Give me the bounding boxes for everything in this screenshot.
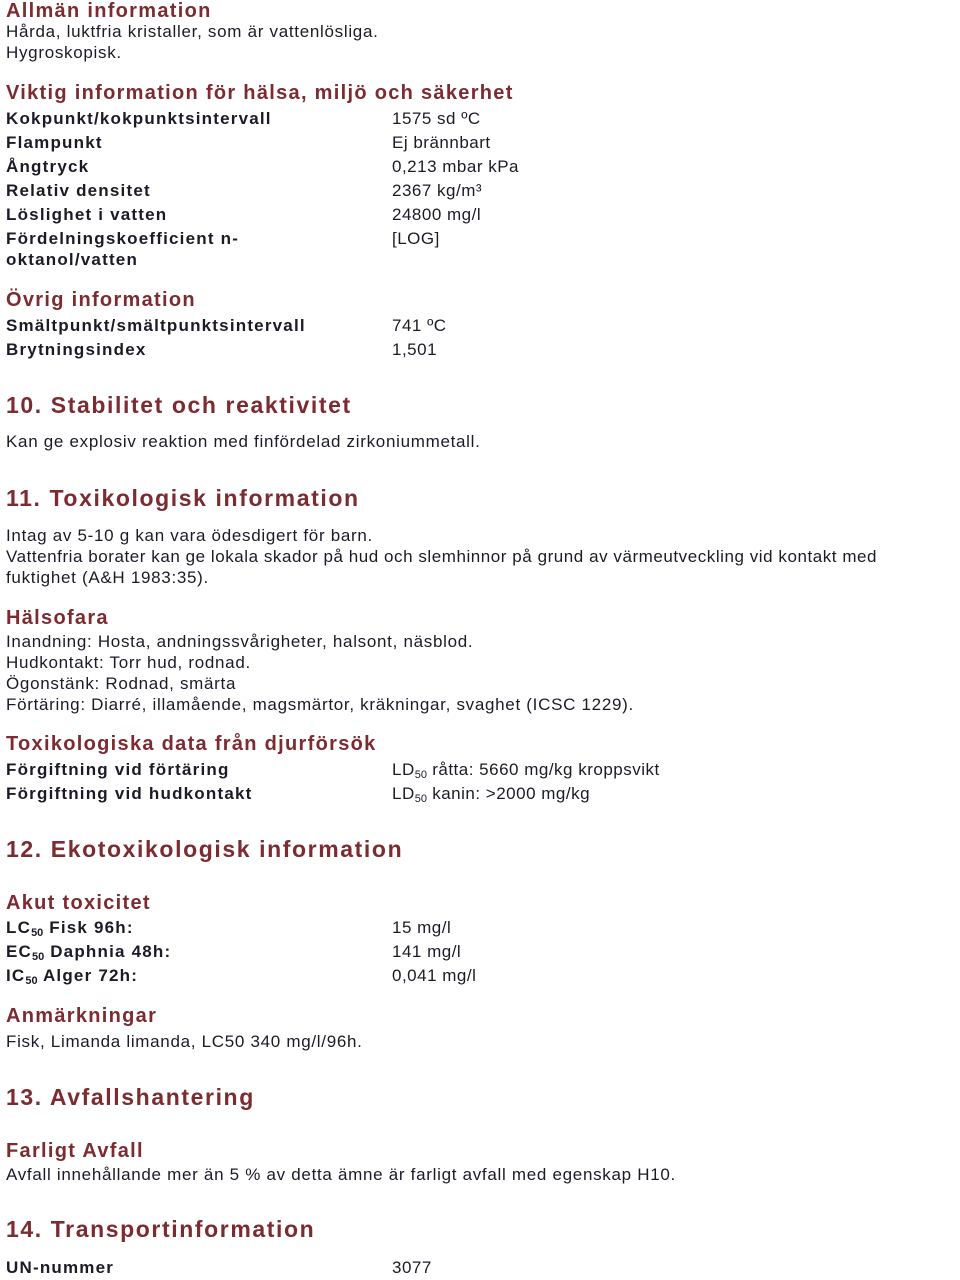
- akut-label-text: Daphnia 48h:: [44, 942, 172, 961]
- djur-value-fortaring: [392, 760, 660, 781]
- djur-label-hudkontakt: Förgiftning vid hudkontakt: [6, 784, 253, 803]
- viktig-label-flampunkt: Flampunkt: [6, 133, 103, 152]
- viktig-value-angtryck: 0,213 mbar kPa: [392, 157, 520, 176]
- ovrig-label-smaltpunkt: Smältpunkt/smältpunktsintervall: [6, 316, 306, 335]
- ld-subscript: 50: [414, 793, 427, 805]
- heading-section-10: 10. Stabilitet och reaktivitet: [6, 392, 352, 418]
- ld-prefix: LD: [392, 784, 415, 803]
- akut-label-daphnia: [6, 942, 171, 963]
- halsofara-line-3: Ögonstänk: Rodnad, smärta: [6, 674, 237, 693]
- viktig-label-fordelning: Fördelningskoefficient n-: [6, 229, 240, 248]
- heading-section-13: 13. Avfallshantering: [6, 1084, 255, 1110]
- akut-value-daphnia: 141 mg/l: [392, 942, 462, 961]
- ovrig-value-brytningsindex: 1,501: [392, 340, 438, 359]
- viktig-value-flampunkt: Ej brännbart: [392, 133, 491, 152]
- ec-prefix: EC: [6, 942, 33, 961]
- akut-label-alger: [6, 966, 138, 987]
- ovrig-label-brytningsindex: Brytningsindex: [6, 340, 147, 359]
- heading-allman: Allmän information: [6, 0, 212, 22]
- viktig-value-kokpunkt: 1575 sd ºC: [392, 109, 481, 128]
- heading-section-12: 12. Ekotoxikologisk information: [6, 836, 404, 862]
- ld-subscript: 50: [414, 769, 427, 781]
- djur-value-text: råtta: 5660 mg/kg kroppsvikt: [426, 760, 660, 779]
- lc-prefix: LC: [6, 918, 32, 937]
- halsofara-line-1: Inandning: Hosta, andningssvårigheter, halsont, näsblod.: [6, 632, 474, 651]
- djur-label-fortaring: Förgiftning vid förtäring: [6, 760, 230, 779]
- halsofara-line-4: Förtäring: Diarré, illamående, magsmärtor, kräkningar, svaghet (ICSC 1229).: [6, 695, 634, 714]
- lc-subscript: 50: [31, 927, 44, 939]
- akut-value-fisk: 15 mg/l: [392, 918, 452, 937]
- ovrig-value-smaltpunkt: 741 ºC: [392, 316, 447, 335]
- viktig-label-angtryck: Ångtryck: [6, 157, 90, 176]
- ic-subscript: 50: [25, 975, 38, 987]
- viktig-label-densitet: Relativ densitet: [6, 181, 151, 200]
- viktig-label-loslighet: Löslighet i vatten: [6, 205, 168, 224]
- djur-value-hudkontakt: [392, 784, 590, 805]
- viktig-value-loslighet: 24800 mg/l: [392, 205, 482, 224]
- s11-line-2: Vattenfria borater kan ge lokala skador på hud och slemhinnor på grund av värmeutveckling vid kontakt med: [6, 547, 878, 566]
- s11-line-1: Intag av 5-10 g kan vara ödesdigert för barn.: [6, 526, 373, 545]
- farligt-avfall-text: Avfall innehållande mer än 5 % av detta ämne är farligt avfall med egenskap H10.: [6, 1165, 676, 1184]
- akut-value-alger: 0,041 mg/l: [392, 966, 477, 985]
- akut-label-fisk: [6, 918, 134, 939]
- viktig-label-kokpunkt: Kokpunkt/kokpunktsintervall: [6, 109, 272, 128]
- allman-line-2: Hygroskopisk.: [6, 43, 122, 62]
- halsofara-line-2: Hudkontakt: Torr hud, rodnad.: [6, 653, 251, 672]
- viktig-value-fordelning: [LOG]: [392, 229, 440, 248]
- heading-akut: Akut toxicitet: [6, 892, 151, 914]
- allman-line-1: Hårda, luktfria kristaller, som är vattenlösliga.: [6, 22, 379, 41]
- un-nummer-label: UN-nummer: [6, 1258, 115, 1277]
- heading-anmarkningar: Anmärkningar: [6, 1005, 158, 1027]
- heading-section-11: 11. Toxikologisk information: [6, 485, 360, 511]
- ld-prefix: LD: [392, 760, 415, 779]
- heading-farligt-avfall: Farligt Avfall: [6, 1140, 144, 1162]
- heading-halsofara: Hälsofara: [6, 607, 109, 629]
- djur-value-text: kanin: >2000 mg/kg: [426, 784, 591, 803]
- un-nummer-value: 3077: [392, 1258, 432, 1277]
- ic-prefix: IC: [6, 966, 26, 985]
- ec-subscript: 50: [32, 951, 45, 963]
- heading-section-14: 14. Transportinformation: [6, 1216, 316, 1242]
- akut-label-text: Alger 72h:: [37, 966, 139, 985]
- heading-ovrig: Övrig information: [6, 289, 196, 311]
- s10-text: Kan ge explosiv reaktion med finfördelad zirkoniummetall.: [6, 432, 481, 451]
- viktig-label-fordelning-2: oktanol/vatten: [6, 250, 139, 269]
- heading-djurforsok: Toxikologiska data från djurförsök: [6, 733, 377, 755]
- s11-line-3: fuktighet (A&H 1983:35).: [6, 568, 209, 587]
- anm-text: Fisk, Limanda limanda, LC50 340 mg/l/96h.: [6, 1032, 363, 1051]
- heading-viktig: Viktig information för hälsa, miljö och säkerhet: [6, 82, 514, 104]
- viktig-value-densitet: 2367 kg/m³: [392, 181, 483, 200]
- akut-label-text: Fisk 96h:: [43, 918, 134, 937]
